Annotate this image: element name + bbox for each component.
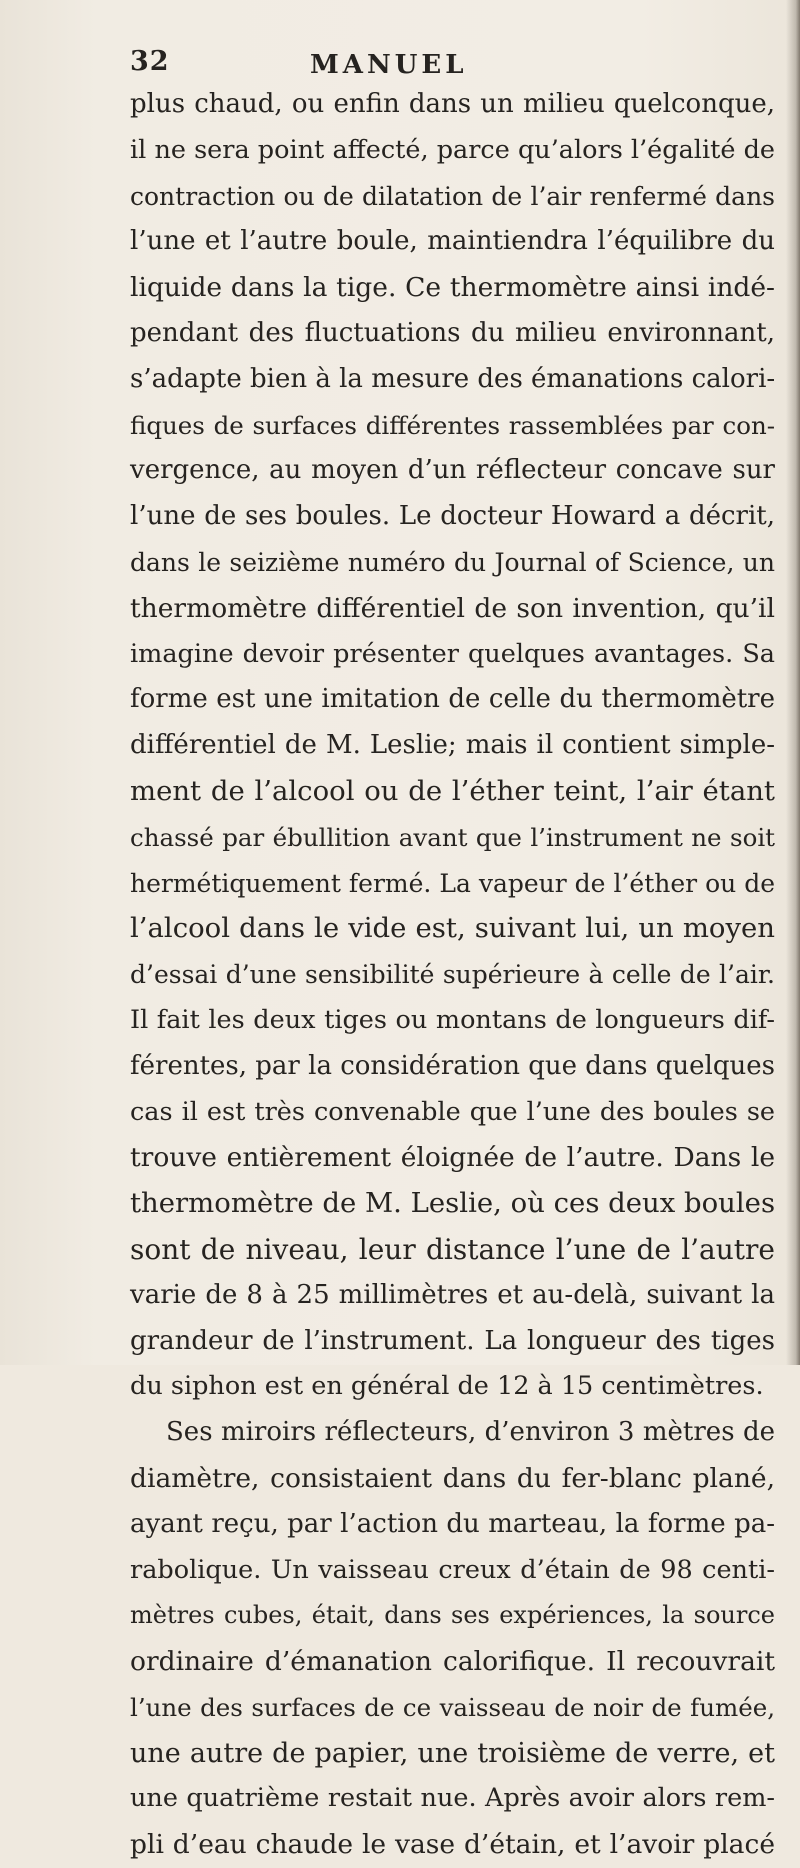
text-line: pendant des fluctuations du milieu environnant, [130,317,775,348]
text-line: une autre de papier, une troisième de verre, et [130,1737,775,1769]
text-line: différentiel de M. Leslie; mais il contient simple- [130,730,775,761]
text-line: ayant reçu, par l’action du marteau, la forme pa- [130,1508,775,1539]
body-text [130,82,775,1868]
text-line: s’adapte bien à la mesure des émanations calori- [130,363,776,394]
text-line: férentes, par la considération que dans quelques [130,1050,775,1081]
text-line: thermomètre de M. Leslie, où ces deux boules [130,1187,776,1220]
text-line: imagine devoir présenter quelques avantages. Sa [130,638,775,669]
text-line: pli d’eau chaude le vase d’étain, et l’avoir placé [130,1829,775,1861]
text-line: vergence, au moyen d’un réflecteur concave sur [130,455,775,486]
text-line: l’alcool dans le vide est, suivant lui, un moyen [130,912,775,945]
text-line: hermétiquement fermé. La vapeur de l’éther ou de [130,868,775,898]
text-line: l’une des surfaces de ce vaisseau de noir de fumée, [130,1692,775,1722]
page-edge-shadow [786,0,800,1365]
text-line: sont de niveau, leur distance l’une de l’autre [130,1232,775,1266]
text-line: plus chaud, ou enfin dans un milieu quelconque, [130,89,775,119]
text-line: varie de 8 à 25 millimètres et au-delà, suivant la [130,1279,775,1310]
text-line: il ne sera point affecté, parce qu’alors l’égalité de [130,134,775,165]
text-line: ordinaire d’émanation calorifique. Il recouvrait [130,1646,775,1678]
text-line: une quatrième restait nue. Après avoir alors rem- [130,1783,775,1814]
page-header [130,46,770,86]
page-number: 32 [130,46,170,77]
text-line: d’essai d’une sensibilité supérieure à celle de l’air. [130,960,775,990]
text-line: liquide dans la tige. Ce thermomètre ainsi indé- [130,272,775,304]
text-line: Ses miroirs réflecteurs, d’environ 3 mètres de [166,1417,775,1448]
text-line: l’une de ses boules. Le docteur Howard a décrit, [130,501,775,532]
text-line: diamètre, consistaient dans du fer-blanc plané, [130,1462,775,1494]
text-line: forme est une imitation de celle du thermomètre [130,684,775,715]
text-line: trouve entièrement éloignée de l’autre. Dans le [130,1142,775,1174]
text-line: ment de l’alcool ou de l’éther teint, l’air étant [130,774,775,807]
text-line: chassé par ébullition avant que l’instrument ne soit [130,822,775,852]
text-line: grandeur de l’instrument. La longueur des tiges [130,1325,775,1356]
text-line: l’une et l’autre boule, maintiendra l’équilibre du [130,226,775,257]
text-line: dans le seizième numéro du Journal of Science, un [130,547,775,577]
text-line: thermomètre différentiel de son invention, qu’il [130,592,775,624]
text-line: contraction ou de dilatation de l’air renfermé dans [130,181,775,211]
text-line: fiques de surfaces différentes rassemblées par con- [130,410,775,440]
text-line: rabolique. Un vaisseau creux d’étain de 98 centi- [130,1554,775,1585]
text-line: Il fait les deux tiges ou montans de longueurs dif- [130,1004,775,1035]
running-head: MANUEL [310,50,468,80]
text-line: mètres cubes, était, dans ses expériences, la source [130,1601,775,1630]
text-line: du siphon est en général de 12 à 15 centimètres. [130,1371,764,1402]
text-line: cas il est très convenable que l’une des boules se [130,1096,775,1127]
